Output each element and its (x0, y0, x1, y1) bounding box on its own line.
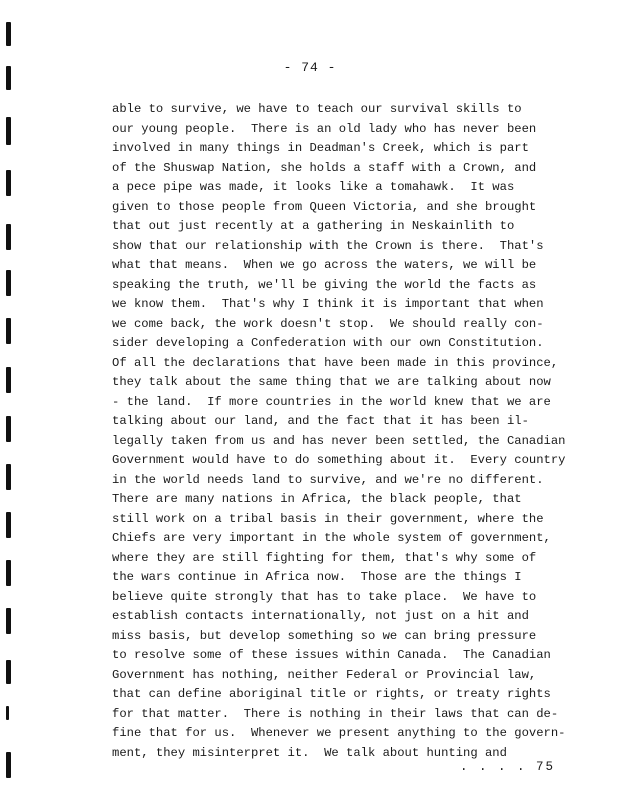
text-line: sider developing a Confederation with our own Constitution. (112, 336, 544, 350)
binding-mark (6, 608, 11, 634)
binding-mark (6, 660, 11, 684)
text-line: where they are still fighting for them, that's why some of (112, 550, 537, 565)
binding-mark (6, 367, 11, 393)
page-number: - 74 - (283, 60, 337, 75)
text-line: to resolve some of these issues within Canada. The Canadian (112, 648, 551, 662)
text-line: of the Shuswap Nation, she holds a staff with a Crown, and (112, 160, 537, 175)
text-line: establish contacts internationally, not just on a hit and (112, 609, 529, 623)
binding-mark (6, 560, 11, 586)
body-paragraph (112, 100, 582, 763)
text-line: Chiefs are very important in the whole system of government, (112, 531, 551, 545)
text-line: believe quite strongly that has to take place. We have to (112, 589, 537, 604)
text-line: what that means. When we go across the waters, we will be (112, 258, 537, 272)
text-line: that can define aboriginal title or rights, or treaty rights (112, 687, 551, 701)
next-page-marker: . . . . 75 (460, 760, 556, 774)
text-line: they talk about the same thing that we are talking about now (112, 375, 551, 389)
text-line: our young people. There is an old lady who has never been (112, 121, 537, 136)
text-line: in the world needs land to survive, and we're no different. (112, 472, 544, 487)
binding-mark (6, 117, 11, 145)
text-line: fine that for us. Whenever we present anything to the govern- (112, 726, 566, 740)
binding-mark (6, 22, 11, 46)
text-line: the wars continue in Africa now. Those are the things I (112, 570, 522, 584)
text-line: we know them. That's why I think it is important that when (112, 297, 544, 311)
text-line: still work on a tribal basis in their government, where the (112, 511, 544, 526)
binding-mark (6, 318, 11, 344)
text-line: we come back, the work doesn't stop. We should really con- (112, 316, 544, 331)
binding-hole-marks (0, 0, 20, 800)
text-line: Government would have to do something about it. Every country (112, 453, 566, 467)
binding-mark (6, 464, 11, 490)
text-line: involved in many things in Deadman's Creek, which is part (112, 141, 529, 155)
text-line: legally taken from us and has never been settled, the Canadian (112, 433, 566, 448)
text-line: given to those people from Queen Victoria, and she brought (112, 199, 537, 214)
text-line: miss basis, but develop something so we can bring pressure (112, 628, 537, 643)
text-line: that out just recently at a gathering in Neskainlith to (112, 219, 515, 233)
text-line: for that matter. There is nothing in their laws that can de- (112, 706, 559, 721)
text-line: able to survive, we have to teach our survival skills to (112, 102, 522, 116)
text-line: - the land. If more countries in the world knew that we are (112, 394, 551, 409)
text-line: show that our relationship with the Crown is there. That's (112, 238, 544, 253)
binding-mark (6, 270, 11, 296)
binding-mark (6, 706, 9, 720)
text-line: speaking the truth, we'll be giving the world the facts as (112, 277, 537, 292)
binding-mark (6, 752, 11, 778)
binding-mark (6, 512, 11, 538)
text-line: a pece pipe was made, it looks like a tomahawk. It was (112, 180, 515, 194)
text-line: talking about our land, and the fact that it has been il- (112, 414, 529, 428)
text-line: ment, they misinterpret it. We talk about hunting and (112, 745, 507, 760)
text-line: Government has nothing, neither Federal or Provincial law, (112, 667, 537, 682)
binding-mark (6, 224, 11, 250)
binding-mark (6, 416, 11, 442)
binding-mark (6, 170, 11, 196)
text-line: Of all the declarations that have been made in this province, (112, 355, 559, 370)
text-line: There are many nations in Africa, the black people, that (112, 492, 522, 506)
